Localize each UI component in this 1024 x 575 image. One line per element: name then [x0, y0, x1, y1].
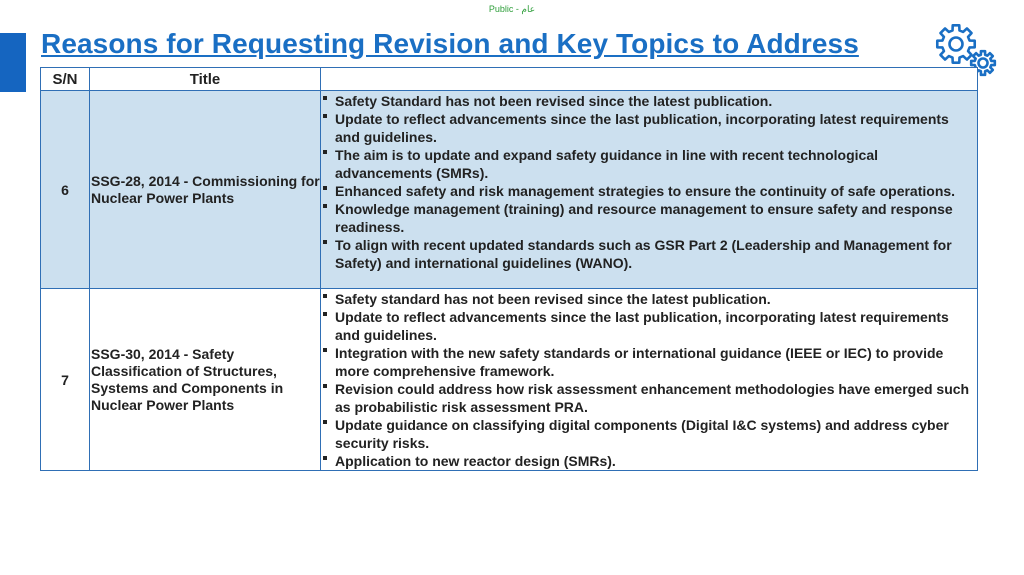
table-header-row [41, 68, 978, 91]
topic-item: The aim is to update and expand safety guidance in line with recent technological advancements (SMRs). [323, 146, 975, 182]
topic-item: Safety Standard has not been revised since the latest publication. [323, 92, 975, 110]
topic-item: Integration with the new safety standards or international guidance (IEEE or IEC) to provide more comprehensive framework. [323, 344, 975, 380]
side-accent-bar [0, 33, 26, 92]
revision-table [40, 67, 978, 471]
table-row [41, 91, 978, 289]
topic-item: Application to new reactor design (SMRs). [323, 452, 975, 470]
topic-list [323, 290, 975, 470]
classification-label: Public - عام [488, 4, 536, 14]
table-row [41, 289, 978, 471]
row-title: SSG-30, 2014 - Safety Classification of Structures, Systems and Components in Nuclear Power Plants [90, 289, 321, 471]
topic-item: Update guidance on classifying digital components (Digital I&C systems) and address cyber security risks. [323, 416, 975, 452]
topic-item: Update to reflect advancements since the last publication, incorporating latest requirements and guidelines. [323, 110, 975, 146]
topic-item: Knowledge management (training) and resource management to ensure safety and response readiness. [323, 200, 975, 236]
row-topics [321, 91, 978, 289]
header-topics [321, 68, 978, 91]
topic-list [323, 92, 975, 272]
row-sn: 6 [41, 91, 90, 289]
topic-item: Revision could address how risk assessment enhancement methodologies have emerged such as probabilistic risk assessment PRA. [323, 380, 975, 416]
header-title: Title [90, 68, 321, 91]
topic-item: Update to reflect advancements since the last publication, incorporating latest requirements and guidelines. [323, 308, 975, 344]
row-title: SSG-28, 2014 - Commissioning for Nuclear Power Plants [90, 91, 321, 289]
page-title: Reasons for Requesting Revision and Key Topics to Address [41, 28, 859, 59]
row-sn: 7 [41, 289, 90, 471]
topic-item: Enhanced safety and risk management strategies to ensure the continuity of safe operations. [323, 182, 975, 200]
header-sn: S/N [41, 68, 90, 91]
topic-item: To align with recent updated standards such as GSR Part 2 (Leadership and Management for Safety) and international guidelines (WANO). [323, 236, 975, 272]
row-topics [321, 289, 978, 471]
topic-item: Safety standard has not been revised since the latest publication. [323, 290, 975, 308]
